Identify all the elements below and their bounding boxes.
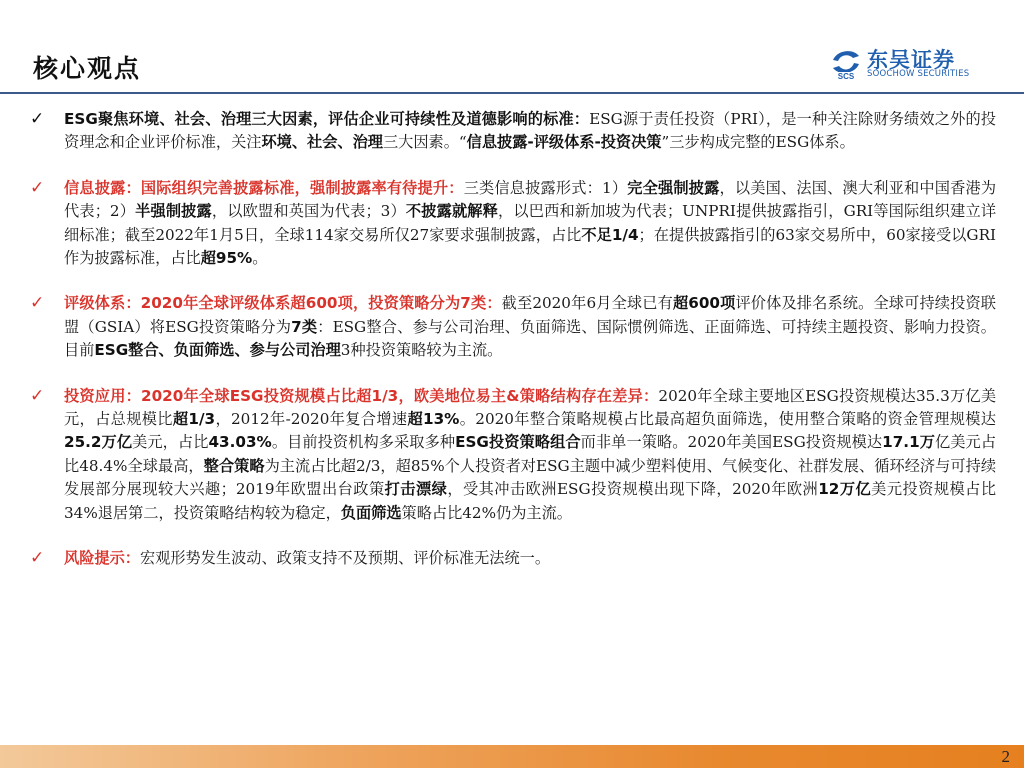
key-point-emphasis: 超600项 (672, 294, 736, 313)
check-icon: ✓ (30, 293, 45, 314)
key-point-text: ；在提供披露指引的63家交易所中，60家接受以GRI作为披露标准，占比 (64, 225, 996, 268)
key-point-text: ，受其冲击欧洲ESG投资规模出现下降，2020年欧洲 (447, 480, 819, 499)
key-point-item (30, 108, 996, 155)
key-point-text: ，2012年-2020年复合增速 (215, 410, 408, 429)
logo-subtitle: SOOCHOW SECURITIES (867, 69, 970, 79)
key-point-text: ”三步构成完整的ESG体系。 (661, 133, 855, 152)
key-point-emphasis: 7类 (291, 317, 318, 336)
key-point-item (30, 385, 996, 525)
header-divider (0, 92, 1024, 94)
key-point-emphasis: 不披露就解释 (405, 202, 499, 221)
key-point-text: 为主流占比超2/3，超85%个人投资者对ESG主题中减少塑料使用、气候变化、社群发展、循环经济与可持续发展部分展现较大兴趣；2019年欧盟出台政策 (64, 456, 997, 499)
key-point-emphasis: 12万亿 (818, 480, 872, 499)
logo-mark-icon (829, 46, 863, 80)
page-title: 核心观点 (33, 54, 142, 83)
page-number: 2 (1001, 747, 1010, 766)
key-point-text: 。目前投资机构多采取多种 (271, 433, 456, 452)
key-point-heading: 评级体系：2020年全球评级体系超600项，投资策略分为7类： (64, 294, 502, 313)
key-point-emphasis: 打击漂绿 (384, 480, 448, 499)
key-point-emphasis: 完全强制披露 (627, 178, 720, 197)
key-point-text: ，以美国、法国、澳大利亚和中国香港为代表；2） (64, 178, 997, 221)
key-point-emphasis: ESG整合、负面筛选、参与公司治理 (94, 341, 341, 360)
key-point-heading: 投资应用：2020年全球ESG投资规模占比超1/3，欧美地位易主&策略结构存在差异： (64, 386, 659, 405)
key-point-item (30, 177, 996, 271)
key-point-text: ，以巴西和新加坡为代表；UNPRI提供披露指引，GRI等国际组织建立详细标准；截至2022年1月5日，全球114家交易所仅27家要求强制披露，占比 (64, 202, 997, 244)
key-point-text: 2020年全球主要地区ESG投资规模达35.3万亿美元，占总规模比 (64, 386, 997, 429)
key-points-list (30, 108, 996, 593)
key-point-text: 三大因素。“ (382, 133, 467, 152)
key-point-text: 美元投资规模占比34%退居第二，投资策略结构较为稳定， (64, 480, 997, 522)
key-point-text: 。2020年整合策略规模占比最高超负面筛选，使用整合策略的资金管理规模达 (459, 410, 996, 429)
key-point-emphasis: 整合策略 (203, 456, 265, 475)
key-point-heading: ESG聚焦环境、社会、治理三大因素，评估企业可持续性及道德影响的标准： (64, 110, 590, 128)
key-point-text: ESG源于责任投资（PRI），是一种关注除财务绩效之外的投资理念和企业评价标准，关注 (64, 110, 996, 152)
key-point-text: 评价体及排名系统。全球可持续投资联盟（GSIA）将ESG投资策略分为 (64, 294, 996, 336)
key-point-emphasis: 超1/3 (172, 410, 216, 429)
key-point-emphasis: 17.1万 (882, 433, 936, 452)
key-point-text: 。 (252, 249, 268, 268)
key-point-text: 3种投资策略较为主流。 (340, 341, 503, 360)
key-point-text: 截至2020年6月全球已有 (501, 294, 673, 313)
key-point-emphasis: 43.03% (208, 433, 272, 452)
key-point-emphasis: 信息披露-评级体系-投资决策 (466, 133, 662, 152)
key-point-emphasis: 负面筛选 (340, 503, 402, 522)
key-point-text: ：ESG整合、参与公司治理、负面筛选、国际惯例筛选、正面筛选、可持续主题投资、影响力投资。目前 (64, 317, 996, 360)
key-point-emphasis: 不足1/4 (581, 225, 639, 244)
key-point-text: 美元，占比 (132, 433, 209, 452)
page-header (0, 0, 1024, 92)
key-point-emphasis: 半强制披露 (135, 202, 212, 221)
key-point-emphasis: 超13% (407, 410, 460, 429)
key-point-text: 亿美元占比48.4%全球最高， (64, 433, 997, 475)
key-point-text: 策略占比42%仍为主流。 (401, 503, 572, 522)
check-icon: ✓ (30, 177, 45, 198)
key-point-text: 而非单一策略。2020年美国ESG投资规模达 (580, 433, 883, 452)
logo-name: 东吴证券 (867, 48, 955, 72)
key-point-text: 宏观形势发生波动、政策支持不及预期、评价标准无法统一。 (139, 549, 550, 568)
check-icon: ✓ (30, 385, 45, 406)
key-point-item (30, 292, 996, 362)
check-icon: ✓ (30, 548, 45, 569)
logo-mark-label: SCS (837, 72, 855, 80)
key-point-emphasis: 环境、社会、治理 (261, 133, 383, 152)
company-logo (829, 44, 989, 84)
key-point-text: 三类信息披露形式：1） (463, 178, 628, 197)
key-point-emphasis: 25.2万亿 (64, 433, 133, 452)
key-point-item (30, 547, 996, 570)
key-point-emphasis: 超95% (200, 249, 253, 268)
check-icon: ✓ (30, 109, 45, 129)
footer-bar (0, 745, 1024, 768)
key-point-heading: 风险提示： (64, 549, 140, 568)
key-point-heading: 信息披露：国际组织完善披露标准，强制披露率有待提升： (64, 178, 464, 197)
key-point-emphasis: ESG投资策略组合 (455, 433, 581, 452)
key-point-text: ，以欧盟和英国为代表；3） (211, 202, 406, 221)
